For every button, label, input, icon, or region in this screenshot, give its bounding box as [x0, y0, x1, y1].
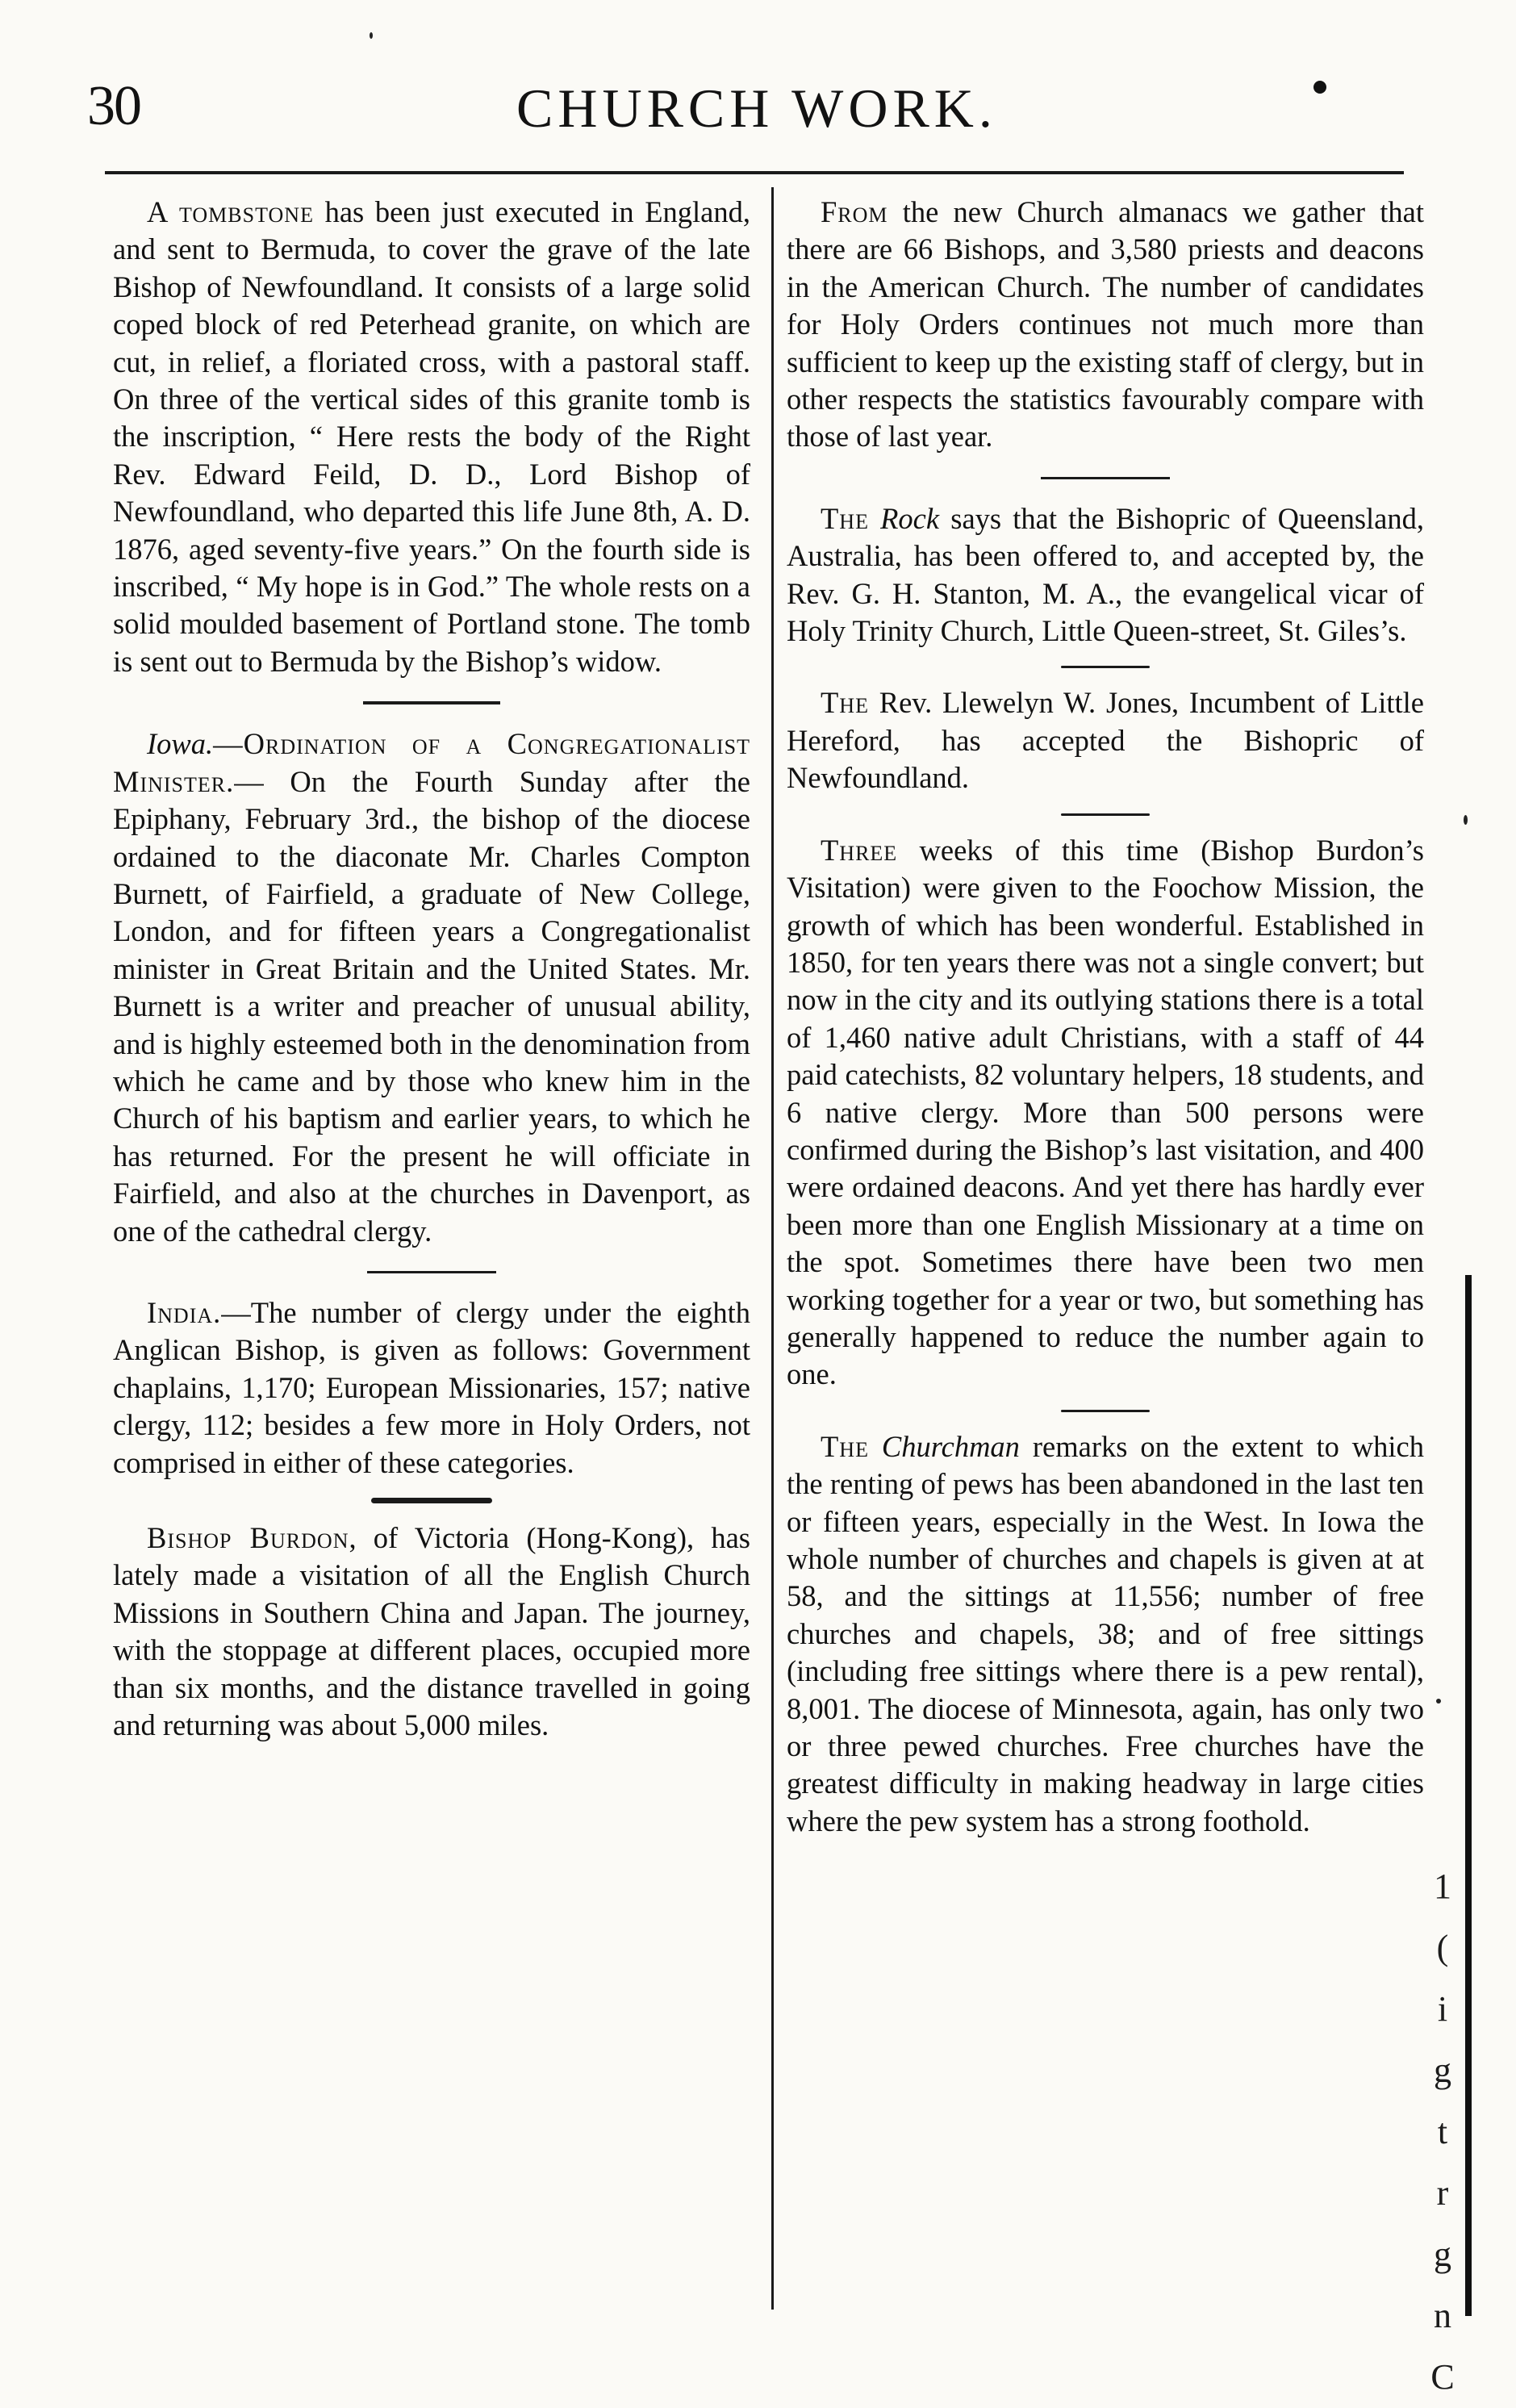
article-body: remarks on the extent to which the renting of pews has been abandoned in the last ten or fifteen years, especially in the West. In Iowa the whole number of churches and chapels is given at at 58, and the sittings at 11,556; number of free churches and chapels, 38; and of free sittings (including free sittings where there is a pew rental), 8,001. The diocese of Minnesota, again, has only two or three pewed churches. Free churches have the greatest difficulty in making headway in large cities where the pew system has a strong foothold. — [787, 1429, 1425, 1837]
article-lead: Bishop Burdon — [147, 1521, 349, 1554]
next-page-fragments — [1428, 1856, 1457, 2408]
ink-speck — [1436, 1699, 1441, 1704]
article-pew-renting — [787, 1428, 1424, 1840]
margin-fragment: r — [1436, 2173, 1449, 2213]
ink-speck — [370, 32, 373, 39]
margin-fragment: g — [1434, 2051, 1451, 2090]
article-body: the new Church almanacs we gather that there are 66 Bishops, and 3,580 priests and deacons in the American Church. The number of candidates for Holy Orders continues not much more than sufficient to keep up the existing staff of clergy, but in other respects the statistics favourably compare with those of last year. — [787, 195, 1424, 454]
section-divider — [1041, 477, 1170, 479]
article-body: , of Victoria (Hong-Kong), has lately made a visitation of all the English Church Missions in Southern China and Japan. The journey, with the stoppage at different places, occupied more than six months, and the distance travelled in going and returning was about 5,000 miles. — [113, 1521, 750, 1742]
article-body: weeks of this time (Bishop Burdon’s Visitation) were given to the Foochow Mission, the growth of which has been wonderful. Established in 1850, for ten years there was not a single convert; but now in the city and its outlying stations there is a total of 1,460 native adult Christians, with a staff of 44 paid catechists, 82 voluntary helpers, 18 students, and 6 native clergy. More than 500 persons were confirmed during the Bishop’s last visitation, and 400 were ordained deacons. And yet there has hardly ever been more than one English Missionary at a time on the spot. Sometimes there have been two men working together for a year or two, but something has generally happened to reduce the number again to one. — [787, 833, 1424, 1391]
right-column — [787, 194, 1424, 1840]
article-church-almanacs — [787, 194, 1424, 456]
header-dot — [1313, 81, 1326, 94]
margin-fragment: C — [1430, 2357, 1455, 2397]
left-column — [113, 194, 750, 1744]
article-lead: Three — [821, 833, 898, 867]
article-body: says that the Bishopric of Queensland, Australia, has been offered to, and accepted by, the Rev. G. H. Stanton, M. A., the evangelical vicar of Holy Trinity Church, Little Queen-street, St. Giles’s. — [787, 501, 1424, 648]
article-body: —The number of clergy under the eighth Anglican Bishop, is given as follows: Government chaplains, 1,170; European Missionaries, 157; native clergy, 112; besides a few more in Holy Orders, not comprised in either of these categories. — [113, 1295, 750, 1479]
article-lead: A tombstone — [147, 195, 314, 228]
article-lead: India. — [147, 1295, 222, 1329]
article-queensland — [787, 500, 1424, 650]
article-bishop-burdon — [113, 1520, 750, 1744]
article-lead-italic: Iowa. — [147, 727, 214, 761]
section-divider — [363, 701, 500, 704]
article-lead: —Ordination of a Congregationalist Minister. — [113, 727, 750, 798]
section-divider — [1061, 1410, 1150, 1412]
article-iowa-ordination — [113, 725, 750, 1250]
column-divider — [771, 187, 774, 2310]
article-foochow-mission — [787, 832, 1424, 1394]
next-page-edge — [1465, 1275, 1472, 2316]
header-rule — [105, 171, 1404, 174]
article-lead: The — [821, 686, 869, 720]
section-divider — [1061, 813, 1150, 816]
article-tombstone — [113, 194, 750, 680]
margin-fragment: i — [1437, 1989, 1448, 2029]
section-divider — [1061, 666, 1150, 668]
article-newfoundland-bishopric — [787, 684, 1424, 796]
margin-fragment: 1 — [1434, 1867, 1451, 1906]
article-body: — On the Fourth Sunday after the Epiphany, February 3rd., the bishop of the diocese ordained to the diaconate Mr. Charles Compton Burnett, of Fairfield, a graduate of New College, London, and for fifteen years a Congregationalist minister in Great Britain and the United States. Mr. Burnett is a writer and preacher of unusual ability, and is highly esteemed both in the denomination from which he came and by those who knew him in the Church of his baptism and earlier years, to which he has returned. For the present he will officiate in Fairfield, and also at the churches in Davenport, as one of the cathedral clergy. — [113, 764, 750, 1248]
section-divider — [371, 1498, 492, 1503]
article-india — [113, 1294, 750, 1482]
article-lead: The — [821, 1429, 869, 1463]
page-title: CHURCH WORK. — [516, 77, 997, 139]
margin-fragment: t — [1437, 2112, 1448, 2151]
article-body: has been just executed in England, and sent to Bermuda, to cover the grave of the late Bishop of Newfoundland. It consists of a large solid coped block of red Peterhead granite, on which are cut, in relief, a floriated cross, with a pastoral staff. On three of the vertical sides of this granite tomb is the inscription, “ Here rests the body of the Right Rev. Edward Feild, D. D., Lord Bishop of Newfoundland, who departed this life June 8th, A. D. 1876, aged seventy-five years.” On the fourth side is inscribed, “ My hope is in God.” The whole rests on a solid moulded basement of Portland stone. The tomb is sent out to Bermuda by the Bishop’s widow. — [113, 195, 750, 678]
article-lead-italic: Rock — [880, 501, 940, 535]
margin-fragment: n — [1434, 2296, 1451, 2335]
article-lead-italic: Churchman — [881, 1429, 1020, 1463]
margin-fragment: g — [1434, 2235, 1451, 2274]
margin-fragment: ( — [1436, 1928, 1449, 1967]
article-body: Rev. Llewelyn W. Jones, Incumbent of Little Hereford, has accepted the Bishopric of Newfoundland. — [787, 686, 1424, 795]
page-number: 30 — [87, 75, 140, 137]
article-lead: From — [821, 195, 888, 228]
article-lead: The — [821, 501, 869, 535]
section-divider — [367, 1271, 496, 1273]
ink-speck — [1464, 815, 1468, 825]
